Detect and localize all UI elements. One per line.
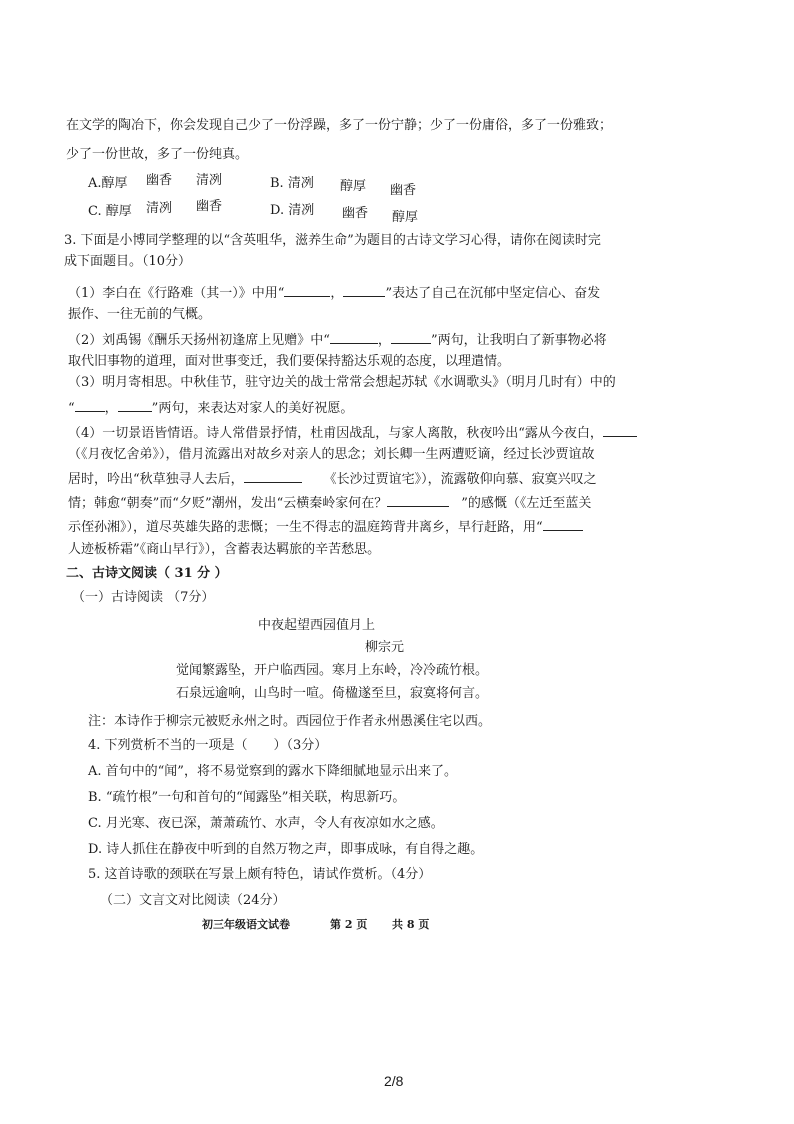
answer-blank[interactable] xyxy=(387,493,449,507)
page-indicator: 2/8 xyxy=(384,1073,404,1089)
q3-title-line-2: 成下面题目。（10分） xyxy=(64,254,192,269)
q4-option-c: C. 月光寒、夜已深，萧萧疏竹、水声，令人有夜凉如水之感。 xyxy=(88,816,444,831)
intro-line-2: 少了一份世故，多了一份纯真。 xyxy=(66,147,249,162)
q4-option-b: B. “疏竹根”一句和首句的“闻露坠”相关联，构思新巧。 xyxy=(88,790,406,805)
q3-item-3-line-2: “ ， ”两句，来表达对家人的美好祝愿。 xyxy=(68,398,353,418)
answer-blank[interactable] xyxy=(118,398,152,412)
answer-blank[interactable] xyxy=(543,517,583,531)
q3-title-line-1: 3. 下面是小博同学整理的以“含英咀华，滋养生命”为题目的古诗文学习心得，请你在阅读时完 xyxy=(64,233,601,248)
section-2-heading: 二、古诗文阅读（ 31 分 ） xyxy=(66,566,228,581)
poem-author: 柳宗元 xyxy=(365,640,405,655)
subsection-classical-heading: （二）文言文对比阅读（24分） xyxy=(100,893,286,908)
footer-total: 共 8 页 xyxy=(392,918,430,931)
q4-option-a: A. 首句中的“闻”，将不易觉察到的露水下降细腻地显示出来了。 xyxy=(88,764,457,779)
answer-blank[interactable] xyxy=(75,398,105,412)
q3-item-3-line-1: （3）明月寄相思。中秋佳节，驻守边关的战士常常会想起苏轼《水调歌头》（明月几时有）中的 xyxy=(68,375,616,390)
footer-page: 第 2 页 xyxy=(330,918,368,931)
poem-line-2: 石泉远逾响，山鸟时一喧。倚楹遂至旦，寂寞将何言。 xyxy=(176,686,489,701)
q3-item-4-line-2: （《月夜忆舍弟》），借月流露出对故乡对亲人的思念；刘长卿一生两遭贬谪，经过长沙贾谊故 xyxy=(68,447,595,462)
answer-blank[interactable] xyxy=(244,469,302,483)
poem-title: 中夜起望西园值月上 xyxy=(258,618,376,633)
option-a-word-2: 幽香 xyxy=(146,173,173,188)
answer-blank[interactable] xyxy=(391,330,431,344)
option-b-word-3: 幽香 xyxy=(390,183,417,198)
option-b-label: B. 清冽 xyxy=(270,176,314,191)
option-c-label: C. 醇厚 xyxy=(88,204,132,219)
option-a-label: A.醇厚 xyxy=(88,176,128,191)
q3-item-2-line-1: （2）刘禹锡《酬乐天扬州初逢席上见赠》中“ ， ”两句，让我明白了新事物必将 xyxy=(68,330,607,350)
answer-blank[interactable] xyxy=(343,283,385,297)
poem-line-1: 觉闻繁露坠，开户临西园。寒月上东岭，冷冷疏竹根。 xyxy=(176,663,489,678)
answer-blank[interactable] xyxy=(284,283,330,297)
q3-item-4-line-1: （4）一切景语皆情语。诗人常借景抒情，杜甫因战乱，与家人离散，秋夜吟出“露从今夜白， xyxy=(68,423,637,443)
q3-item-4-line-5: 示侄孙湘》），道尽英雄失路的悲慨；一生不得志的温庭筠背井离乡，早行赶路，用“ xyxy=(68,517,583,537)
option-c-word-2: 清冽 xyxy=(146,201,173,216)
q3-item-4-line-4: 情；韩愈“朝奏”而“夕贬”潮州，发出“云横秦岭家何在？ ”的感慨（《左迁至蓝关 xyxy=(68,493,591,513)
q3-item-1-line-1: （1）李白在《行路难（其一）》中用“ ， ”表达了自己在沉郁中坚定信心、奋发 xyxy=(68,283,600,303)
answer-blank[interactable] xyxy=(603,423,637,437)
option-d-word-3: 醇厚 xyxy=(392,210,419,225)
intro-line-1: 在文学的陶冶下，你会发现自己少了一份浮躁，多了一份宁静；少了一份庸俗，多了一份雅致； xyxy=(66,118,613,133)
q3-item-2-line-2: 取代旧事物的道理，面对世事变迁，我们要保持豁达乐观的态度，以理遣情。 xyxy=(68,354,511,369)
q4-stem: 4. 下列赏析不当的一项是（ ）（3分） xyxy=(88,738,328,753)
poem-note: 注：本诗作于柳宗元被贬永州之时。西园位于作者永州愚溪住宅以西。 xyxy=(88,714,492,729)
q5-stem: 5. 这首诗歌的颈联在写景上颇有特色，请试作赏析。（4分） xyxy=(88,867,432,882)
answer-blank[interactable] xyxy=(330,330,378,344)
option-c-word-3: 幽香 xyxy=(196,199,223,214)
option-a-word-3: 清冽 xyxy=(196,173,223,188)
q3-item-1-line-2: 振作、一往无前的气概。 xyxy=(68,307,212,322)
option-d-word-2: 幽香 xyxy=(342,206,369,221)
q3-item-4-line-3: 居时，吟出“秋草独寻人去后， 《长沙过贾谊宅》），流露敬仰向慕、寂寞兴叹之 xyxy=(68,469,597,489)
footer-exam-title: 初三年级语文试卷 xyxy=(202,918,290,931)
option-d-label: D. 清冽 xyxy=(270,203,315,218)
q4-option-d: D. 诗人抓住在静夜中听到的自然万物之声，即事成咏，有自得之趣。 xyxy=(88,842,484,857)
subsection-poem-heading: （一）古诗阅读 （7分） xyxy=(72,590,215,605)
option-b-word-2: 醇厚 xyxy=(340,179,367,194)
q3-item-4-line-6: 人迹板桥霜”《商山早行》），含蓄表达羁旅的辛苦愁思。 xyxy=(68,542,381,557)
